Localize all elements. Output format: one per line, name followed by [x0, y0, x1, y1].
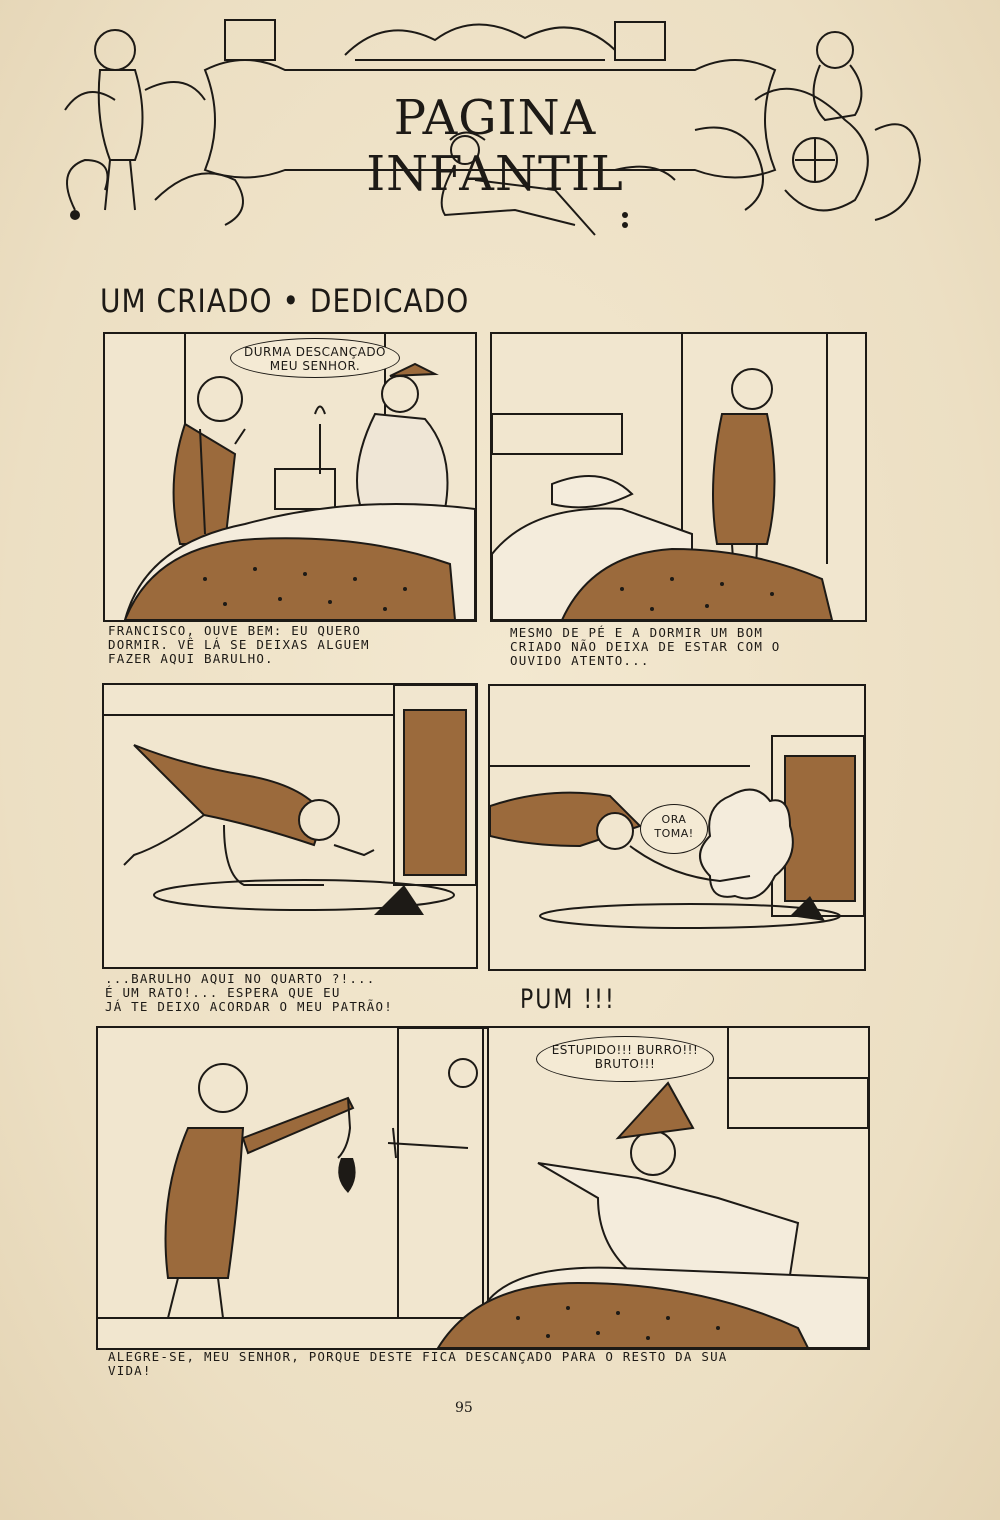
- speech-bubble-panel-1: DURMA DESCANÇADO MEU SENHOR.: [230, 338, 400, 378]
- sound-effect: PUM !!!: [520, 985, 616, 1015]
- caption-panel-1: FRANCISCO, OUVE BEM: EU QUERO DORMIR. VÊ LÁ SE DEIXAS ALGUEM FAZER AQUI BARULHO.: [108, 623, 370, 666]
- speech-bubble-panel-5: ESTUPIDO!!! BURRO!!! BRUTO!!!: [536, 1036, 714, 1082]
- ornamental-header: [55, 10, 925, 260]
- comic-panel-5: [96, 1026, 870, 1350]
- caption-panel-5: ALEGRE-SE, MEU SENHOR, PORQUE DESTE FICA DESCANÇADO PARA O RESTO DA SUA VIDA!: [108, 1349, 728, 1378]
- panel-2-illustration: [492, 334, 865, 620]
- comic-panel-3: [102, 683, 478, 969]
- panel-5-illustration: [98, 1028, 868, 1348]
- comic-panel-2: [490, 332, 867, 622]
- caption-panel-2: MESMO DE PÉ E A DORMIR UM BOM CRIADO NÃO DEIXA DE ESTAR COM O OUVIDO ATENTO...: [510, 625, 781, 668]
- comic-panel-4: [488, 684, 866, 971]
- page-title: PAGINA INFANTIL: [366, 90, 624, 202]
- page-number: 95: [455, 1400, 473, 1416]
- speech-bubble-panel-4: ORA TOMA!: [640, 804, 708, 854]
- comic-panel-1: [103, 332, 477, 622]
- caption-panel-3: ...BARULHO AQUI NO QUARTO ?!... É UM RATO!... ESPERA QUE EU JÁ TE DEIXO ACORDAR O MEU PATRÃO!: [105, 971, 393, 1014]
- panel-3-illustration: [104, 685, 476, 967]
- comic-strip-title: UM CRIADO • DEDICADO: [100, 282, 470, 320]
